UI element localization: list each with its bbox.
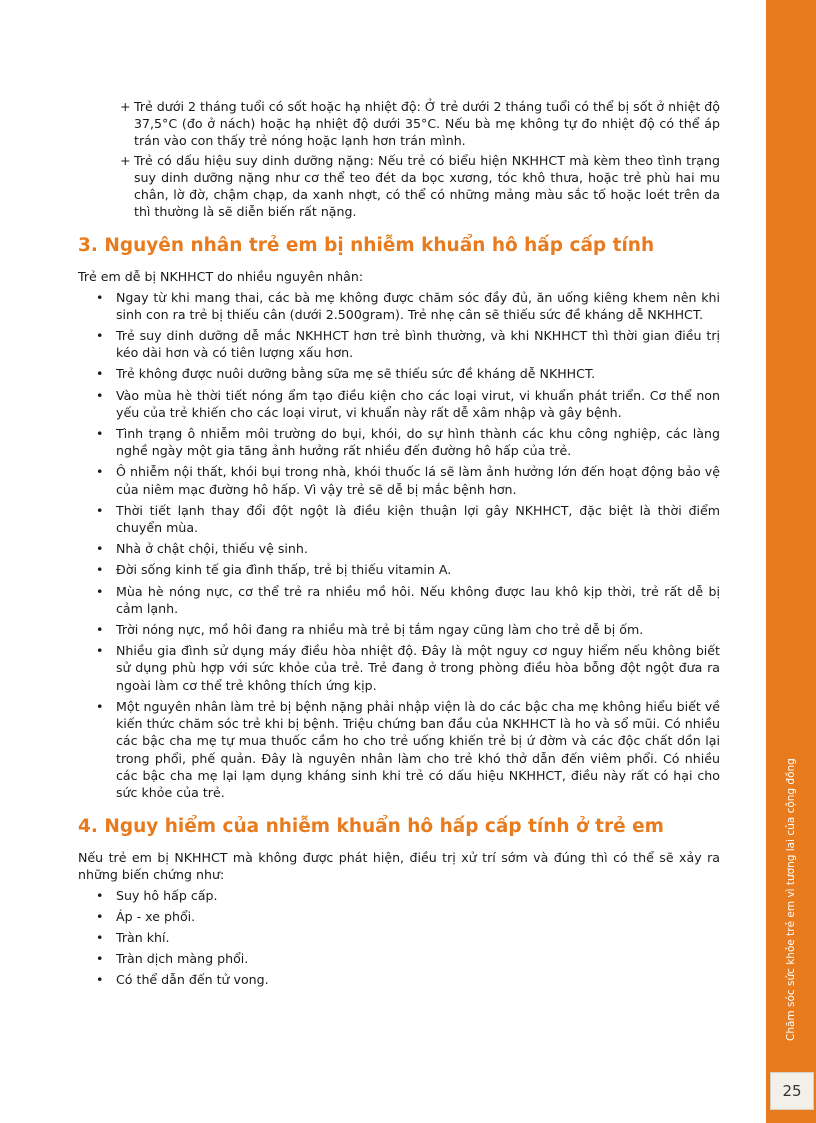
section-3-list: [78, 289, 720, 801]
bullet-icon: •: [96, 502, 104, 518]
section-4-intro: Nếu trẻ em bị NKHHCT mà không được phát hiện, điều trị xử trí sớm và đúng thì có thể sẽ xảy ra những biến chứng như:: [78, 850, 720, 883]
list-item-text: Nhiều gia đình sử dụng máy điều hòa nhiệt độ. Đây là một nguy cơ nguy hiểm nếu không biết sử dụng phù hợp với sức khỏe của trẻ. Trẻ đang ở trong phòng điều hòa bỗng đột ngột đưa ra ngoài làm cơ thể trẻ không thích ứng kịp.: [116, 643, 720, 693]
list-item: [96, 327, 720, 361]
list-item-text: Một nguyên nhân làm trẻ bị bệnh nặng phải nhập viện là do các bậc cha mẹ không hiểu biết về kiến thức chăm sóc trẻ khi bị bệnh. Triệu chứng ban đầu của NKHHCT là ho và sổ mũi. Có nhiều các bậc cha mẹ tự mua thuốc cầm ho cho trẻ uống khiến trẻ bị ứ đờm và các độc chất dồn lại trong phổi, phế quản. Đây là nguyên nhân làm cho trẻ khó thở dẫn đến viêm phổi. Có nhiều các bậc cha mẹ lại lạm dụng kháng sinh khi trẻ có dấu hiệu NKHHCT, điều này rất có hại cho sức khỏe của trẻ.: [116, 698, 720, 800]
list-item: [96, 950, 720, 967]
list-item: [96, 540, 720, 557]
page-content: [78, 98, 720, 993]
bullet-icon: •: [96, 366, 104, 382]
list-item: [120, 152, 720, 221]
list-item: [96, 502, 720, 536]
list-item-text: Tràn khí.: [116, 929, 170, 945]
list-item-text: Trời nóng nực, mồ hôi đang ra nhiều mà trẻ bị tắm ngay cũng làm cho trẻ dễ bị ốm.: [116, 622, 644, 638]
bullet-icon: •: [96, 908, 104, 924]
list-item: [96, 971, 720, 988]
list-item-text: Nhà ở chật chội, thiếu vệ sinh.: [116, 541, 308, 557]
list-item: [96, 929, 720, 946]
list-item: [96, 583, 720, 617]
list-item-text: Suy hô hấp cấp.: [116, 887, 218, 903]
list-item: [96, 887, 720, 904]
bullet-icon: •: [96, 643, 104, 659]
list-item-text: Trẻ có dấu hiệu suy dinh dưỡng nặng: Nếu trẻ có biểu hiện NKHHCT mà kèm theo tình trạng suy dinh dưỡng nặng như cơ thể teo đét da bọc xương, tóc khô thưa, hoặc trẻ phù hai mu chân, lờ đờ, chậm chạp, da xanh nhợt, có thể có những mảng màu sắc tố hoặc loét trên da thì thường là sẽ diễn biến rất nặng.: [134, 152, 720, 220]
bullet-icon: •: [96, 328, 104, 344]
list-item-text: Trẻ dưới 2 tháng tuổi có sốt hoặc hạ nhiệt độ: Ở trẻ dưới 2 tháng tuổi có thể bị sốt ở nhiệt độ 37,5°C (đo ở nách) hoặc hạ nhiệt độ dưới 35°C. Nếu bà mẹ không tự đo nhiệt độ có thể áp trán vào con thấy trẻ nóng hoặc lạnh hơn trán mình.: [134, 99, 720, 149]
section-4-list: [78, 887, 720, 989]
list-item: [96, 425, 720, 459]
list-item: [96, 463, 720, 497]
intro-list: [78, 98, 720, 220]
list-item-text: Mùa hè nóng nực, cơ thể trẻ ra nhiều mồ hôi. Nếu không được lau khô kịp thời, trẻ rất dễ bị cảm lạnh.: [116, 583, 720, 616]
bullet-icon: •: [96, 929, 104, 945]
list-item: [96, 908, 720, 925]
list-item-text: Tràn dịch màng phổi.: [116, 951, 249, 967]
list-item-text: Ô nhiễm nội thất, khói bụi trong nhà, khói thuốc lá sẽ làm ảnh hưởng lớn đến hoạt động bảo vệ của niêm mạc đường hô hấp. Vì vậy trẻ sẽ dễ bị mắc bệnh hơn.: [116, 464, 720, 497]
list-item: [96, 621, 720, 638]
list-item: [96, 698, 720, 801]
section-3-heading: 3. Nguyên nhân trẻ em bị nhiễm khuẩn hô hấp cấp tính: [78, 235, 655, 257]
bullet-icon: •: [96, 562, 104, 578]
bullet-icon: •: [96, 426, 104, 442]
section-4-heading: 4. Nguy hiểm của nhiễm khuẩn hô hấp cấp tính ở trẻ em: [78, 816, 664, 838]
bullet-icon: •: [96, 464, 104, 480]
running-title: Chăm sóc sức khỏe trẻ em vì tương lai của cộng đồng: [785, 758, 797, 1041]
list-item: [96, 642, 720, 694]
plus-marker: +: [120, 152, 131, 168]
list-item-text: Trẻ suy dinh dưỡng dễ mắc NKHHCT hơn trẻ bình thường, và khi NKHHCT thì thời gian điều trị kéo dài hơn và có tiên lượng xấu hơn.: [116, 328, 720, 361]
list-item-text: Thời tiết lạnh thay đổi đột ngột là điều kiện thuận lợi gây NKHHCT, đặc biệt là thời điểm chuyển mùa.: [116, 502, 720, 536]
list-item-text: Áp - xe phổi.: [116, 908, 196, 924]
section-3-intro: Trẻ em dễ bị NKHHCT do nhiều nguyên nhân:: [78, 269, 364, 285]
list-item: [96, 289, 720, 323]
list-item-text: Ngay từ khi mang thai, các bà mẹ không được chăm sóc đầy đủ, ăn uống kiêng khem nên khi sinh con ra trẻ bị thiếu cân (dưới 2.500gram). Trẻ nhẹ cân sẽ thiếu sức đề kháng dễ NKHHCT.: [116, 289, 720, 322]
bullet-icon: •: [96, 698, 104, 714]
page-number: 25: [770, 1072, 814, 1110]
bullet-icon: •: [96, 622, 104, 638]
bullet-icon: •: [96, 541, 104, 557]
bullet-icon: •: [96, 887, 104, 903]
bullet-icon: •: [96, 387, 104, 403]
bullet-icon: •: [96, 972, 104, 988]
side-band: [766, 0, 816, 1123]
list-item: [96, 387, 720, 421]
bullet-icon: •: [96, 583, 104, 599]
list-item-text: Trẻ không được nuôi dưỡng bằng sữa mẹ sẽ thiếu sức đề kháng dễ NKHHCT.: [116, 366, 596, 382]
list-item-text: Tình trạng ô nhiễm môi trường do bụi, khói, do sự hình thành các khu công nghiệp, các làng nghề ngày một gia tăng ảnh hưởng rất nhiều đến đường hô hấp của trẻ.: [116, 426, 720, 459]
list-item-text: Có thể dẫn đến tử vong.: [116, 972, 269, 988]
plus-marker: +: [120, 99, 131, 114]
list-item: [120, 98, 720, 150]
bullet-icon: •: [96, 951, 104, 967]
list-item: [96, 561, 720, 578]
list-item: [96, 365, 720, 382]
list-item-text: Vào mùa hè thời tiết nóng ẩm tạo điều kiện cho các loại virut, vi khuẩn phát triển. Cơ thể non yếu của trẻ khiến cho các loại virut, vi khuẩn này rất dễ xâm nhập và gây bệnh.: [116, 387, 720, 420]
list-item-text: Đời sống kinh tế gia đình thấp, trẻ bị thiếu vitamin A.: [116, 562, 452, 578]
bullet-icon: •: [96, 289, 104, 305]
